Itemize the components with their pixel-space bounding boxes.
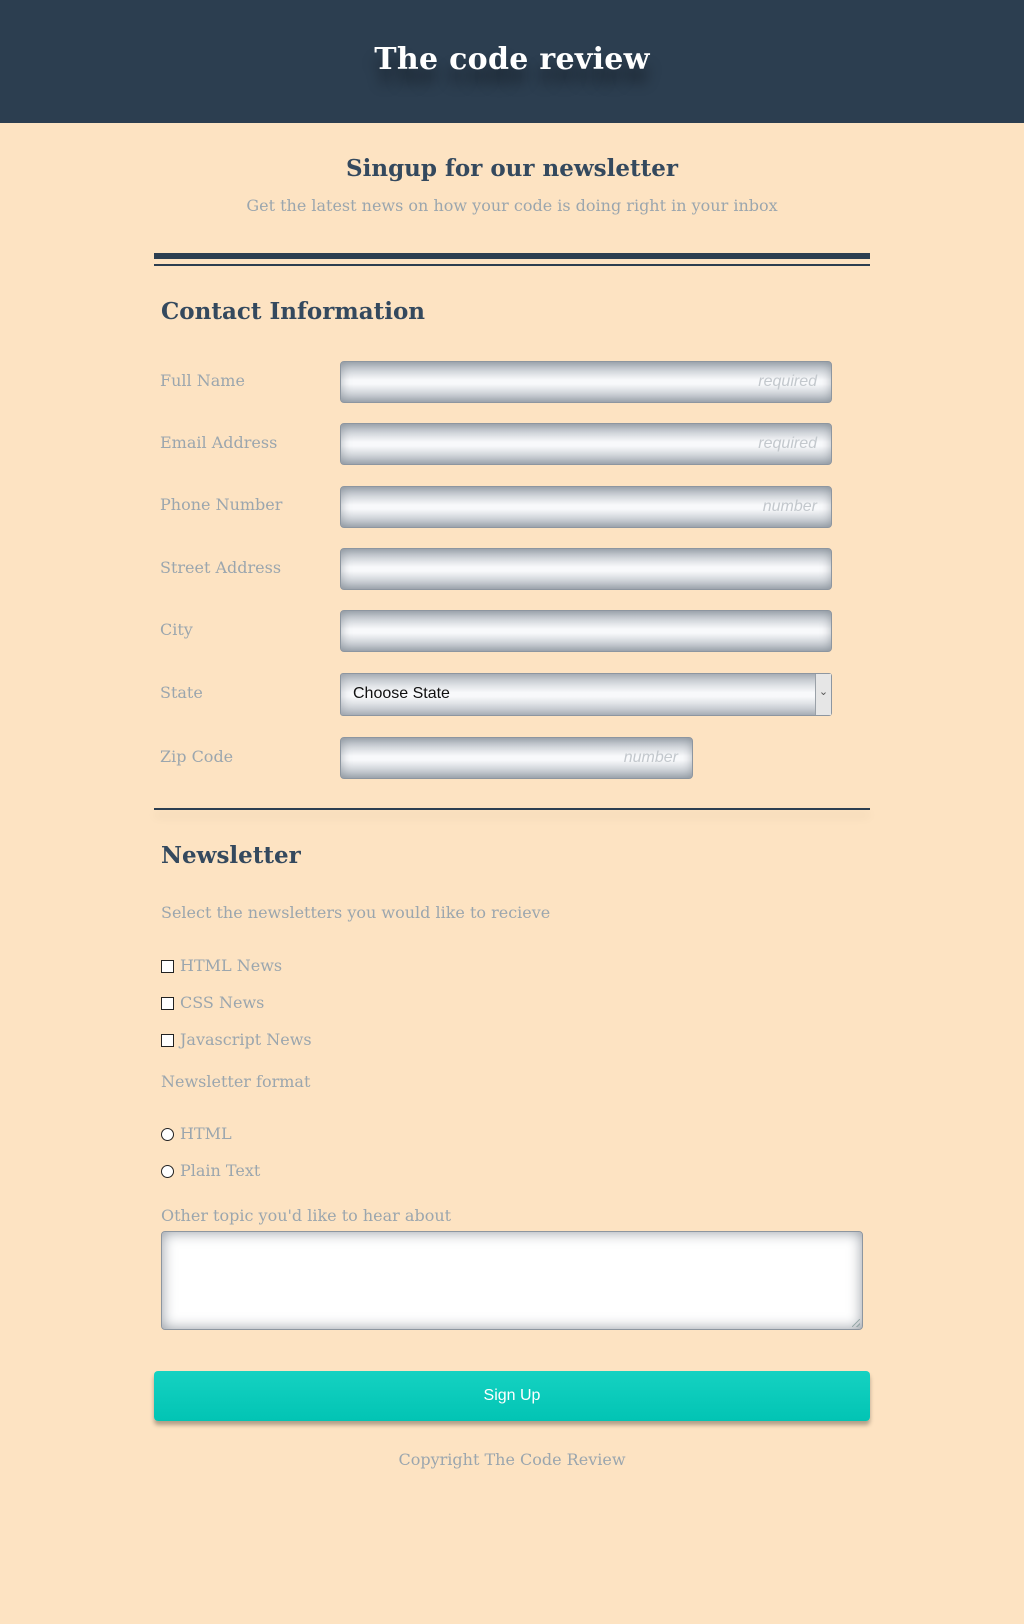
sign-up-button[interactable]: Sign Up [154, 1371, 870, 1421]
newsletter-select-prompt: Select the newsletters you would like to recieve [161, 903, 551, 922]
css-news-checkbox[interactable] [161, 997, 174, 1010]
state-label: State [160, 683, 203, 702]
javascript-news-checkbox[interactable] [161, 1034, 174, 1047]
city-input[interactable] [340, 610, 832, 652]
full-name-placeholder: required [758, 373, 817, 390]
css-news-label[interactable]: CSS News [180, 993, 265, 1012]
street-address-label: Street Address [160, 558, 282, 577]
zip-code-placeholder: number [623, 749, 678, 766]
format-html-radio[interactable] [161, 1128, 174, 1141]
city-label: City [160, 620, 193, 639]
full-name-label: Full Name [160, 371, 245, 390]
contact-section-title: Contact Information [161, 298, 426, 325]
format-plain-text-label[interactable]: Plain Text [180, 1161, 261, 1180]
site-title: The code review [374, 42, 650, 77]
divider-thin [154, 264, 870, 266]
other-topic-label: Other topic you'd like to hear about [161, 1206, 452, 1225]
email-input[interactable] [340, 423, 832, 465]
javascript-news-label[interactable]: Javascript News [180, 1030, 312, 1049]
footer-copyright: Copyright The Code Review [398, 1450, 626, 1469]
html-news-label[interactable]: HTML News [180, 956, 283, 975]
newsletter-subheading: Get the latest news on how your code is doing right in your inbox [246, 196, 778, 215]
newsletter-heading: Singup for our newsletter [346, 155, 678, 182]
street-address-input[interactable] [340, 548, 832, 590]
full-name-input[interactable] [340, 361, 832, 403]
zip-code-input[interactable] [340, 737, 693, 779]
state-dropdown-button[interactable] [815, 674, 831, 715]
email-placeholder: required [758, 435, 817, 452]
section-divider [154, 808, 870, 810]
email-label: Email Address [160, 433, 278, 452]
zip-code-label: Zip Code [160, 747, 234, 766]
phone-placeholder: number [762, 498, 817, 515]
divider-thick [154, 253, 870, 259]
format-html-label[interactable]: HTML [180, 1124, 232, 1143]
site-header [0, 0, 1024, 123]
other-topic-textarea[interactable] [161, 1231, 863, 1330]
resize-grip-icon[interactable] [852, 1319, 860, 1327]
format-plain-text-radio[interactable] [161, 1165, 174, 1178]
phone-label: Phone Number [160, 495, 283, 514]
newsletter-section-title: Newsletter [161, 842, 301, 869]
phone-input[interactable] [340, 486, 832, 528]
chevron-down-icon: ⌄ [818, 685, 829, 698]
html-news-checkbox[interactable] [161, 960, 174, 973]
newsletter-format-label: Newsletter format [161, 1072, 311, 1091]
state-select[interactable] [340, 673, 832, 716]
state-selected-value: Choose State [353, 685, 450, 702]
